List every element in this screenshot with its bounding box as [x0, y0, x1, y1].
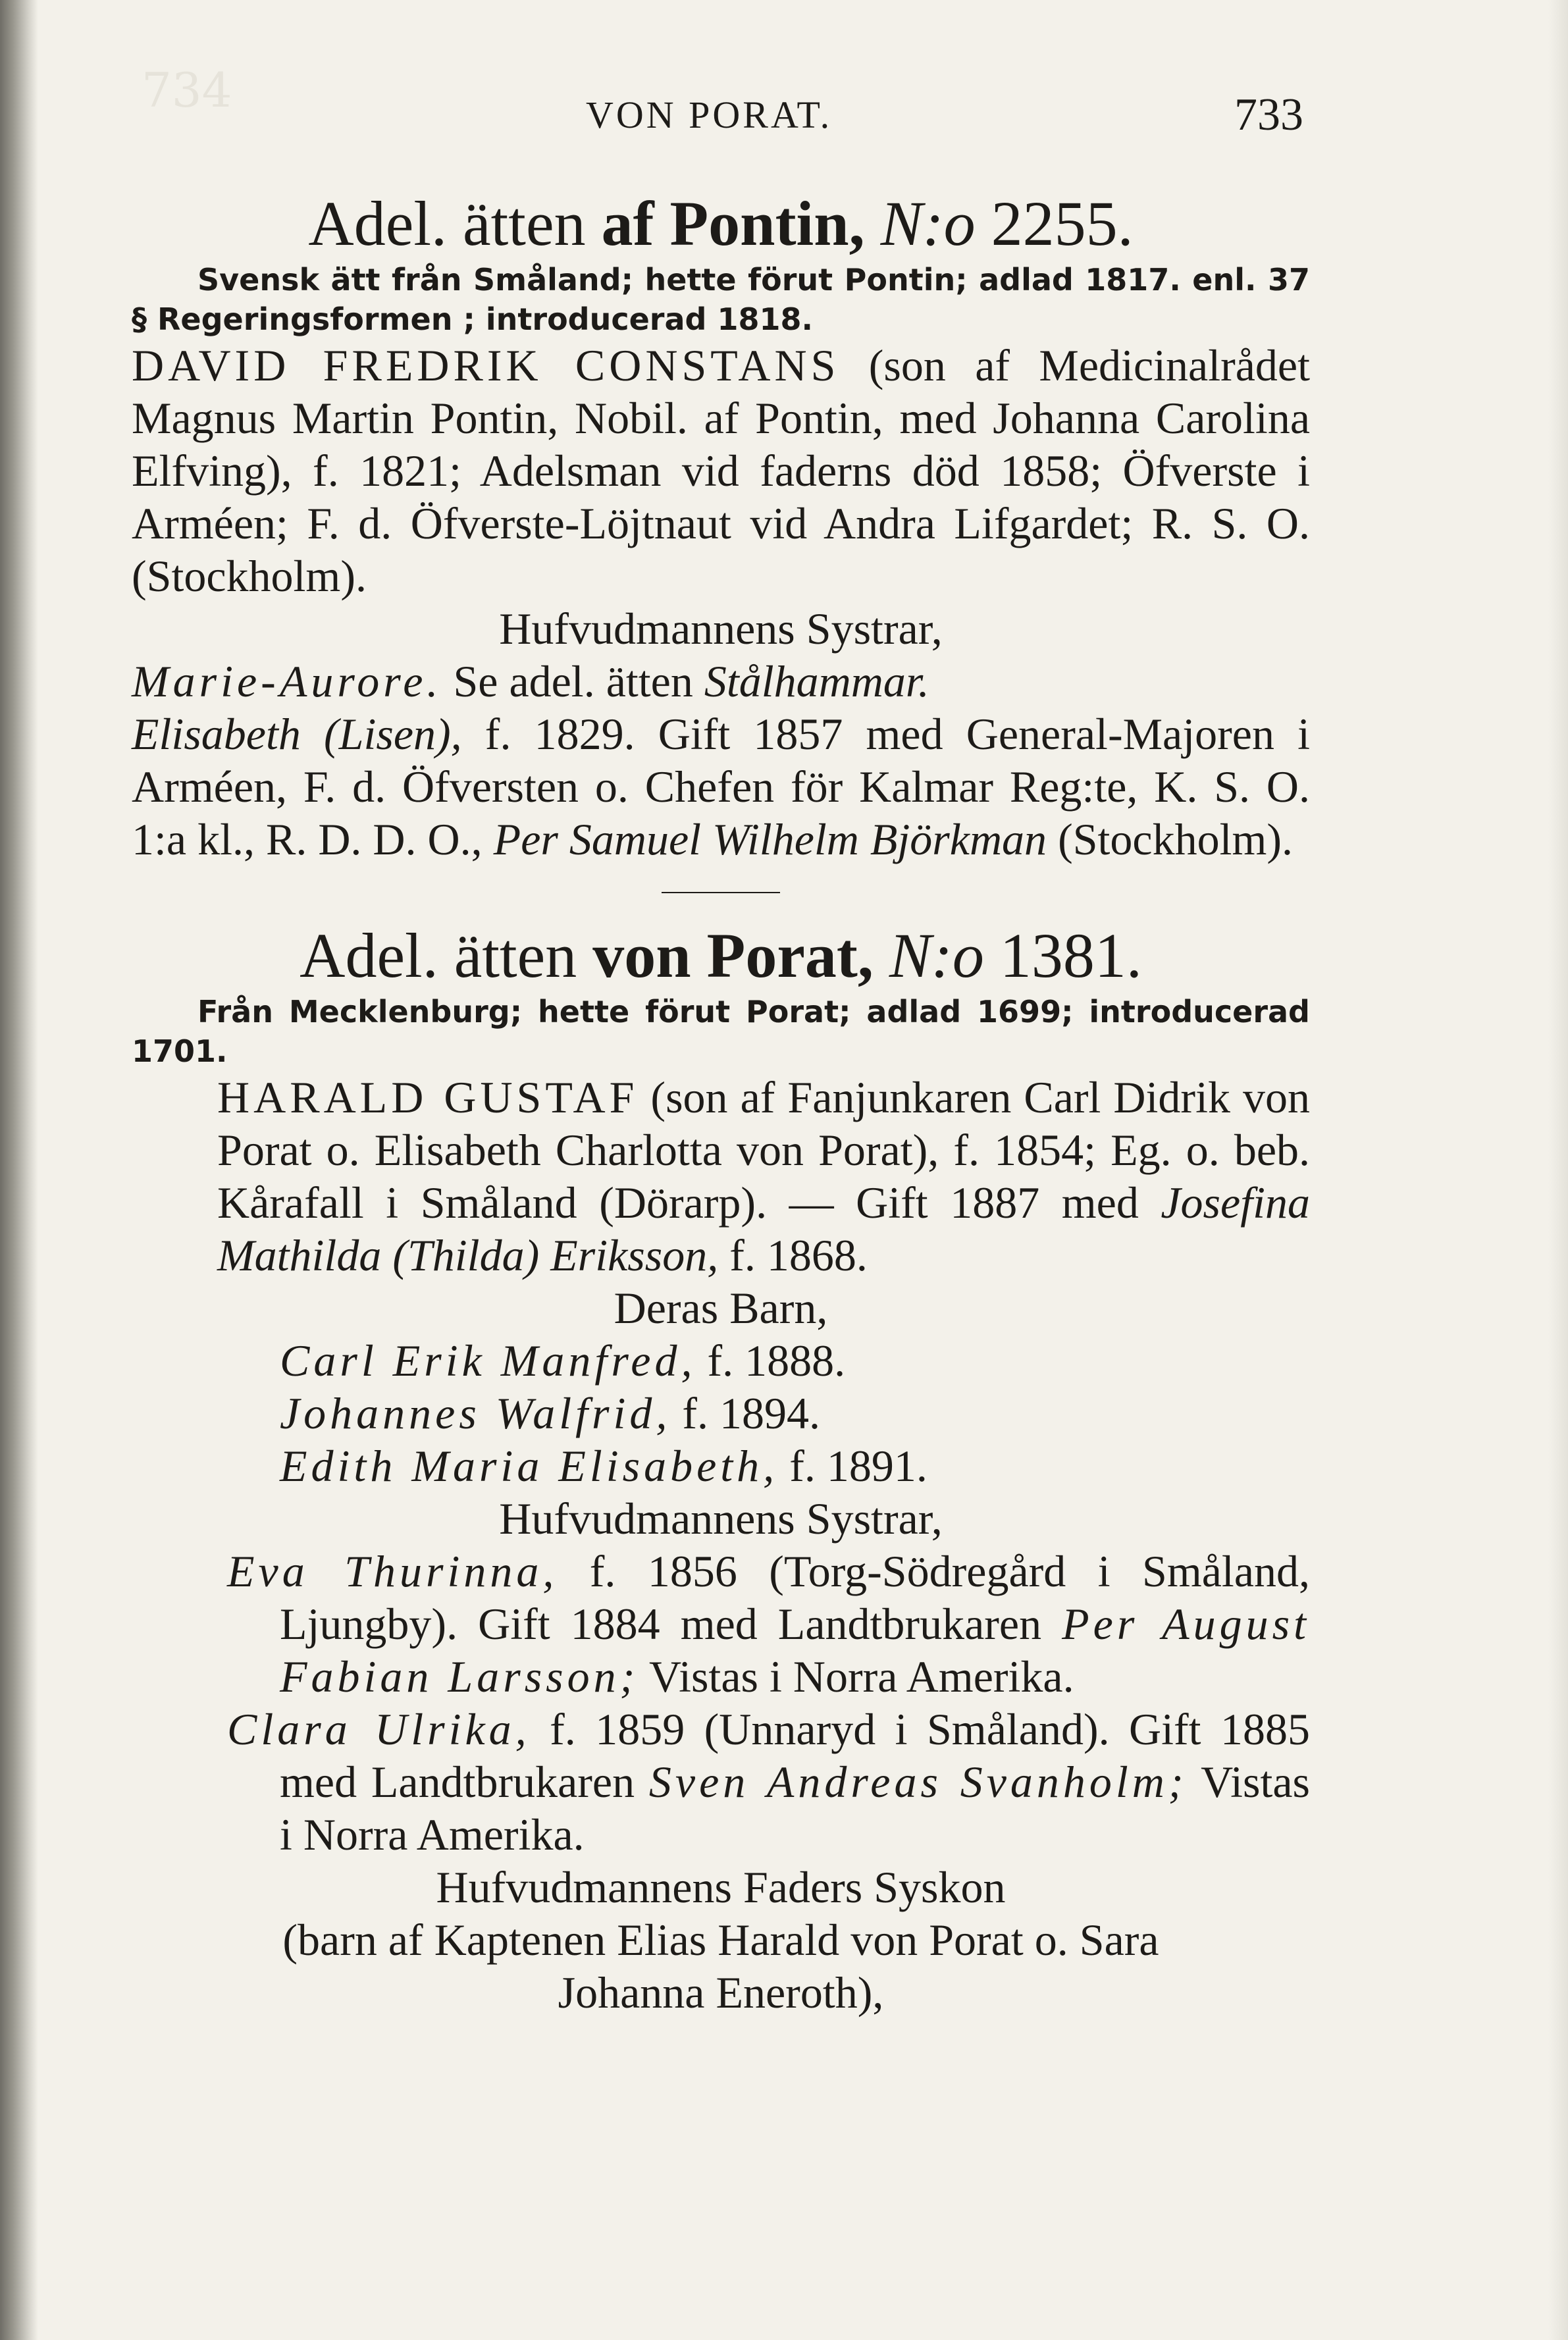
bleed-through-page-number: 734 — [142, 63, 232, 118]
child-entry: Johannes Walfrid, f. 1894. — [280, 1388, 821, 1438]
sister-entry: Elisabeth (Lisen), f. 1829. Gift 1857 med General-Majoren i Arméen, F. d. Öfversten o. Chefen för Kalmar Reg:te, K. S. O. 1:a kl., R. D. D. O., Per Samuel Wilhelm Björkman (Stockholm). — [132, 709, 1310, 864]
section-divider — [662, 892, 780, 893]
head-of-family-pontin: DAVID FREDRIK CONSTANS (son af Medicinalrådet Magnus Martin Pontin, Nobil. af Pontin, med Johanna Carolina Elfving), f. 1821; Adelsman vid faderns död 1858; Öfverste i Arméen; F. d. Öfverste-Löjtnaut vid Andra Lifgardet; R. S. O. (Stockholm). — [132, 340, 1310, 601]
book-page — [132, 79, 1310, 2019]
head-name: HARALD GUSTAF — [217, 1072, 639, 1122]
head-of-family-porat: HARALD GUSTAF (son af Fanjunkaren Carl Didrik von Porat o. Elisabeth Charlotta von Porat), f. 1854; Eg. o. beb. Kårafall i Småland (Dörarp). — Gift 1887 med Josefina Mathilda (Thilda) Eriksson, f. 1868. — [217, 1072, 1310, 1280]
entry-title-porat: Adel. ätten von Porat, N:o 1381. — [300, 920, 1142, 991]
sisters-heading-pontin: Hufvudmannens Systrar, — [499, 604, 943, 654]
entry-intro-pontin: Svensk ätt från Småland; hette förut Pontin; adlad 1817. enl. 37 § Regeringsformen ; introducerad 1818. — [132, 262, 1310, 337]
sister-entry: Clara Ulrika, f. 1859 (Unnaryd i Småland). Gift 1885 med Landtbrukaren Sven Andreas Svanholm; Vistas i Norra Amerika. — [227, 1704, 1310, 1859]
running-header — [132, 79, 1310, 151]
child-entry: Edith Maria Elisabeth, f. 1891. — [280, 1441, 928, 1491]
family-name: af Pontin, — [601, 188, 865, 259]
child-entry: Carl Erik Manfred, f. 1888. — [280, 1336, 846, 1386]
entry-title-pontin: Adel. ätten af Pontin, N:o 2255. — [308, 188, 1134, 259]
head-name: DAVID FREDRIK CONSTANS — [132, 340, 840, 390]
family-name: von Porat, — [592, 920, 874, 991]
page-number: 733 — [1234, 90, 1303, 140]
scan-binding-edge — [0, 0, 38, 2340]
scan-right-edge — [1548, 0, 1568, 2340]
children-heading: Deras Barn, — [614, 1283, 828, 1333]
father-siblings-subheading: (barn af Kaptenen Elias Harald von Porat o. Sara Johanna Eneroth), — [282, 1915, 1159, 2017]
sisters-heading-porat: Hufvudmannens Systrar, — [499, 1494, 943, 1544]
father-siblings-heading: Hufvudmannens Faders Syskon — [436, 1862, 1006, 1912]
sister-entry: Eva Thurinna, f. 1856 (Torg-Södregård i Småland, Ljungby). Gift 1884 med Landtbrukaren Per August Fabian Larsson; Vistas i Norra Amerika. — [227, 1546, 1310, 1702]
sister-entry: Marie-Aurore. Se adel. ätten Stålhammar. — [132, 656, 929, 706]
running-title: VON PORAT. — [586, 93, 833, 136]
entry-intro-porat: Från Mecklenburg; hette förut Porat; adlad 1699; introducerad 1701. — [132, 994, 1310, 1069]
